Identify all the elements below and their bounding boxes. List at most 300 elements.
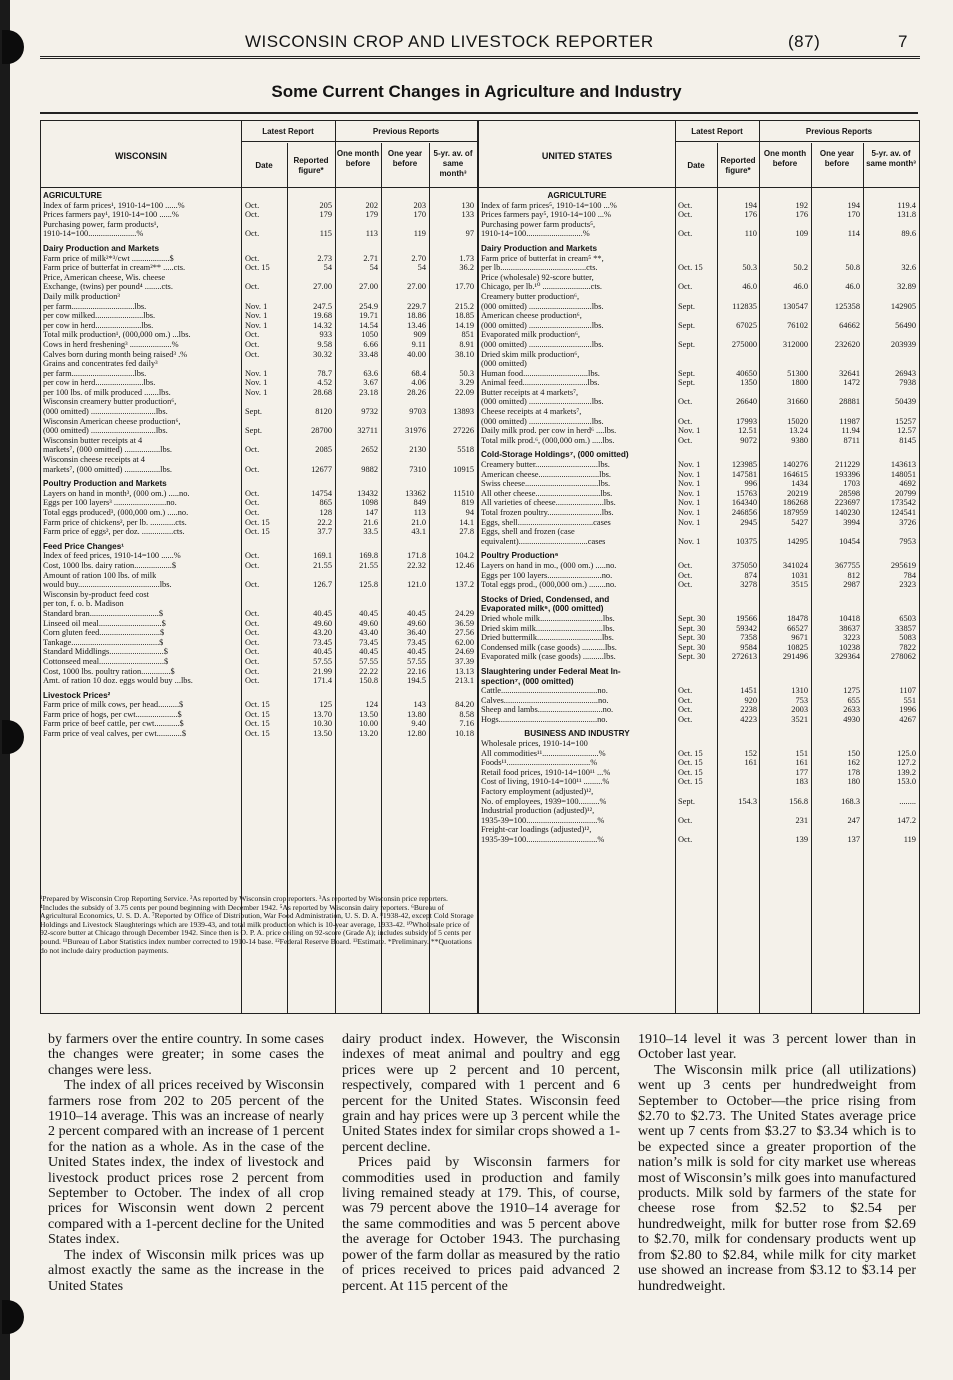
one-year-cell: 64662 — [839, 320, 860, 330]
date-cell: Sept. 30 — [678, 633, 706, 643]
one-month-cell: 19.71 — [359, 311, 378, 321]
table-row — [479, 777, 919, 787]
section-heading — [479, 667, 919, 677]
one-month-cell: 312000 — [782, 339, 808, 349]
table-row — [479, 302, 919, 312]
five-year-cell: 133 — [461, 210, 474, 220]
row-label: Eggs, shell and frozen (case — [481, 527, 575, 537]
one-year-cell: 178 — [847, 767, 860, 777]
row-label: Tankage..........................................$ — [43, 637, 164, 647]
row-label: 1910-14=100.......................% — [43, 229, 144, 239]
table-row — [41, 498, 477, 508]
date-cell: Oct. — [678, 686, 693, 696]
reported-cell: 28700 — [311, 426, 332, 436]
table-row — [479, 254, 919, 264]
section-title: Poultry Production⁶ — [481, 551, 559, 561]
date-cell: Nov. 1 — [678, 488, 701, 498]
table-row — [41, 700, 477, 710]
one-year-cell: 57.55 — [407, 656, 426, 666]
row-label: No. of employees, 1939=100..........% — [481, 796, 607, 806]
five-year-cell: 4692 — [899, 479, 916, 489]
reported-cell: 110 — [744, 229, 757, 239]
one-month-cell: 186268 — [782, 498, 808, 508]
date-cell: Oct. — [245, 464, 260, 474]
date-cell: Oct. — [245, 498, 260, 508]
five-year-cell: 784 — [903, 570, 916, 580]
table-row — [41, 676, 477, 686]
row-label: (000 omitted) ...............................lbs. — [43, 426, 168, 436]
date-cell: Oct. 15 — [678, 767, 703, 777]
table-row — [479, 787, 919, 797]
reported-cell: 933 — [319, 330, 332, 340]
table-row — [479, 614, 919, 624]
reported-heading: Reported figure* — [720, 156, 756, 175]
reported-cell: 13.70 — [313, 709, 332, 719]
table-row — [41, 330, 477, 340]
date-cell: Oct. — [245, 580, 260, 590]
date-cell: Oct. — [245, 349, 260, 359]
reported-cell: 375050 — [731, 560, 757, 570]
row-label: 1935-39=100..................................% — [481, 835, 605, 844]
one-month-cell: 10.00 — [359, 719, 378, 729]
table-row — [41, 340, 477, 350]
binding-edge — [0, 0, 10, 1380]
table-row — [479, 797, 919, 807]
table-row — [41, 292, 477, 302]
one-month-cell: 51300 — [787, 368, 808, 378]
one-year-cell: 7310 — [409, 464, 426, 474]
table-row — [41, 359, 477, 369]
one-year-cell: 2.70 — [411, 253, 426, 263]
one-year-cell: 162 — [847, 758, 860, 768]
section-title: Feed Price Changes¹ — [43, 541, 124, 551]
section-title: Poultry Production and Markets — [43, 479, 167, 489]
table-row — [479, 479, 919, 489]
one-year-cell: 9.11 — [411, 339, 426, 349]
date-cell: Oct. — [245, 488, 260, 498]
five-year-cell: 33857 — [895, 623, 916, 633]
region-heading: UNITED STATES — [541, 151, 613, 161]
five-year-cell: 147.2 — [897, 815, 916, 825]
reported-cell: 10.30 — [313, 719, 332, 729]
date-cell: Nov. 1 — [678, 460, 701, 470]
one-year-cell: 28881 — [839, 397, 860, 407]
table-row — [41, 407, 477, 417]
date-cell: Nov. 1 — [678, 517, 701, 527]
table-row — [479, 498, 919, 508]
reported-cell: 123985 — [731, 460, 757, 470]
reported-cell: 37.7 — [317, 527, 332, 537]
five-year-cell: 10915 — [453, 464, 474, 474]
one-year-cell: 211229 — [835, 460, 860, 470]
one-year-cell: 49.60 — [407, 618, 426, 628]
date-cell: Oct. 15 — [245, 517, 270, 527]
five-year-cell: 130 — [461, 200, 474, 210]
reported-cell: 9072 — [740, 435, 757, 445]
table-row — [479, 220, 919, 230]
one-year-cell: 9703 — [409, 407, 426, 417]
table-row — [479, 643, 919, 653]
one-year-cell: 1275 — [843, 686, 860, 696]
section-title: AGRICULTURE — [547, 191, 607, 200]
date-cell: Oct. — [678, 714, 693, 724]
five-year-cell: 131.8 — [897, 210, 916, 220]
table-row — [479, 537, 919, 547]
one-year-cell: 143 — [413, 700, 426, 710]
row-label: Wisconsin cheese receipts at 4 — [43, 455, 145, 465]
five-year-cell: 18.85 — [455, 311, 474, 321]
five-year-cell: 22.09 — [455, 387, 474, 397]
one-month-cell: 20219 — [787, 488, 808, 498]
one-month-cell: 202 — [365, 200, 378, 210]
reported-cell: 27.00 — [313, 282, 332, 292]
one-month-cell: 9671 — [791, 633, 808, 643]
date-cell: Nov. 1 — [245, 311, 268, 321]
one-year-cell: 909 — [413, 330, 426, 340]
section-heading — [41, 691, 477, 701]
table-row — [479, 571, 919, 581]
row-label: Index of farm prices¹, 1910-14=100 ......% — [43, 200, 185, 210]
one-month-cell: 231 — [795, 815, 808, 825]
table-row — [41, 311, 477, 321]
five-year-cell: 104.2 — [455, 551, 474, 561]
row-label: Farm price of hogs, per cwt....................$ — [43, 709, 182, 719]
five-year-cell: 148051 — [890, 469, 916, 479]
punch-hole — [2, 720, 24, 754]
one-year-cell: 11987 — [839, 416, 860, 426]
section-title: Evaporated milk⁶, (000 omitted) — [481, 604, 604, 614]
previous-reports-heading: Previous Reports — [759, 127, 919, 142]
row-label: Index of farm prices⁵, 1910-14=100 ...% — [481, 200, 617, 210]
five-year-cell: 27.56 — [455, 628, 474, 638]
row-label: per ton, f. o. b. Madison — [43, 599, 124, 609]
row-label: Butter receipts at 4 markets⁷, — [481, 387, 579, 397]
paragraph: 1910–14 level it was 3 percent lower than in October last year. — [638, 1032, 916, 1063]
one-month-cell: 14295 — [787, 536, 808, 546]
five-year-cell: 1.73 — [459, 253, 474, 263]
previous-reports-heading: Previous Reports — [335, 127, 477, 142]
row-label: Farm price of veal calves, per cwt............$ — [43, 729, 187, 739]
row-label: per lb.........................................cts. — [481, 263, 598, 273]
one-month-cell: 50.2 — [793, 263, 808, 273]
one-year-cell: 40.45 — [407, 608, 426, 618]
one-year-cell: 140230 — [834, 508, 860, 517]
row-label: Cottonseed meal...............................$ — [43, 656, 169, 666]
reported-cell: 19566 — [736, 613, 757, 623]
reported-cell: 246856 — [731, 508, 757, 517]
table-row — [479, 273, 919, 283]
row-label: Dried skim milk production⁶, — [481, 349, 580, 359]
one-year-cell: 168.3 — [841, 796, 860, 806]
row-label: Sheep and lambs...............................no. — [481, 705, 614, 715]
reported-cell: 1350 — [740, 378, 757, 388]
publication-title: WISCONSIN CROP AND LIVESTOCK REPORTER — [245, 32, 654, 51]
reported-cell: 73.45 — [313, 637, 332, 647]
table-row — [479, 489, 919, 499]
table-row — [41, 647, 477, 657]
row-label: (000 omitted) ..............................lbs. — [481, 416, 604, 426]
section-heading — [479, 244, 919, 254]
table-row — [41, 445, 477, 455]
date-cell: Oct. — [245, 656, 260, 666]
table-row — [41, 508, 477, 518]
one-month-cell: 5427 — [791, 517, 808, 527]
one-year-cell: 137 — [847, 835, 860, 844]
reported-cell: 67025 — [736, 320, 757, 330]
section-title: Dairy Production and Markets — [481, 243, 598, 253]
row-label: Purchasing power farm products⁵, — [481, 219, 596, 229]
date-cell: Oct. — [245, 560, 260, 570]
date-cell: Sept. 30 — [678, 652, 706, 662]
row-label: Wisconsin creamery butter production⁶, — [43, 397, 177, 407]
paragraph: The Wisconsin milk price (all utilizations) went up 3 cents per hundredweight from September to October—the price rising from $2.70 to $2.73. The United States average price went up 7 cents from $3.27 to $3.34 which is to be expected since a greater proportion of the nation’s milk is sold for city market use whereas most of Wisconsin’s milk goes into manufactured products. Milk sold by farmers of the state for cheese rose from $2.52 to $2.54 per hundredweight, milk for butter rose from $2.69 to $2.70, milk for condensary products went up from $2.80 to $2.84, while milk for city market use showed an increase from $3.12 to $3.14 per hundredweight. — [638, 1062, 916, 1294]
row-label: Evaporated milk production⁶, — [481, 330, 580, 340]
one-year-cell: 22.32 — [407, 560, 426, 570]
five-year-cell: 143613 — [890, 460, 916, 470]
five-year-cell: 13.13 — [455, 666, 474, 676]
table-row — [479, 652, 919, 662]
table-row — [479, 816, 919, 826]
row-label: Dried whole milk..............................lbs. — [481, 613, 615, 623]
five-year-heading: 5-yr. av. of same month³ — [433, 149, 473, 178]
table-row — [41, 263, 477, 273]
row-label: Chicago, per lb.¹⁰ .......................cts. — [481, 282, 603, 292]
section-title: Slaughtering under Federal Meat In- — [481, 666, 621, 676]
row-label: Farm price of milk cows, per head..........$ — [43, 700, 184, 710]
one-year-cell: 150 — [847, 748, 860, 758]
one-year-cell: 10418 — [839, 613, 860, 623]
date-cell: Oct. — [245, 200, 260, 210]
reported-cell: 26640 — [736, 397, 757, 407]
one-month-cell: 341024 — [782, 560, 808, 570]
five-year-cell: 27226 — [453, 426, 474, 436]
one-month-cell: 125.8 — [359, 580, 378, 590]
five-year-cell: 36.2 — [459, 263, 474, 273]
one-year-cell: 113 — [413, 508, 426, 517]
date-cell: Sept. 30 — [678, 642, 706, 652]
one-year-cell: 4930 — [843, 714, 860, 724]
reported-cell: 275000 — [731, 339, 757, 349]
one-month-cell: 1031 — [791, 570, 808, 580]
date-cell: Oct. — [245, 339, 260, 349]
reported-cell: 50.3 — [742, 263, 757, 273]
reported-cell: 4223 — [740, 714, 757, 724]
table-row — [479, 263, 919, 273]
reported-cell: 125 — [319, 700, 332, 710]
table-row — [479, 527, 919, 537]
date-cell: Oct. 15 — [678, 758, 703, 768]
reported-cell: 4.52 — [317, 378, 332, 388]
table-row — [41, 518, 477, 528]
one-month-cell: 1310 — [791, 686, 808, 696]
row-label: Farm price of milk²*³/cwt ..................$ — [43, 253, 174, 263]
table-row — [479, 508, 919, 518]
row-label: Eggs per 100 layers³ .........................no. — [43, 498, 177, 508]
section-heading — [41, 542, 477, 552]
table-row — [479, 580, 919, 590]
latest-report-heading: Latest Report — [241, 127, 335, 142]
row-label: Amount of ration 100 lbs. of milk — [43, 570, 157, 580]
five-year-cell: 851 — [461, 330, 474, 340]
table-row — [41, 417, 477, 427]
one-year-cell: 73.45 — [407, 637, 426, 647]
row-label: Human food...............................lbs. — [481, 368, 600, 378]
table-row — [41, 321, 477, 331]
table-row — [479, 350, 919, 360]
five-year-cell: 24.29 — [455, 608, 474, 618]
row-label: Prices farmers pay⁵, 1910-14=100 ...% — [481, 210, 611, 220]
one-month-cell: 176 — [795, 210, 808, 220]
section-heading — [479, 604, 919, 614]
one-month-cell: 151 — [795, 748, 808, 758]
section-heading — [479, 450, 919, 460]
row-label: Purchasing power, farm products¹, — [43, 219, 159, 229]
five-year-cell: 84.20 — [455, 700, 474, 710]
table-row — [479, 378, 919, 388]
table-row — [479, 624, 919, 634]
reported-cell: 865 — [319, 498, 332, 508]
table-row — [479, 201, 919, 211]
one-year-cell: 170 — [413, 210, 426, 220]
date-cell: Sept. — [678, 378, 695, 388]
reported-cell: 28.68 — [313, 387, 332, 397]
one-month-cell: 179 — [365, 210, 378, 220]
one-month-cell: 192 — [795, 200, 808, 210]
table-row — [41, 201, 477, 211]
five-year-cell: 278062 — [890, 652, 916, 662]
one-month-cell: 130547 — [782, 301, 808, 311]
five-year-cell: 20799 — [895, 488, 916, 498]
five-year-cell: 125.0 — [897, 748, 916, 758]
one-year-cell: 3994 — [843, 517, 860, 527]
one-year-cell: 13.46 — [407, 320, 426, 330]
five-year-cell: 819 — [461, 498, 474, 508]
reported-cell: 112835 — [732, 301, 757, 311]
five-year-cell: 5518 — [457, 445, 474, 455]
five-year-cell: 36.59 — [455, 618, 474, 628]
reported-cell: 205 — [319, 200, 332, 210]
one-month-cell: 15020 — [787, 416, 808, 426]
one-month-cell: 2652 — [361, 445, 378, 455]
reported-cell: 920 — [744, 695, 757, 705]
date-cell: Oct. — [245, 445, 260, 455]
table-row — [479, 388, 919, 398]
one-month-cell: 14.54 — [359, 320, 378, 330]
row-label: Amt. of ration 10 doz. eggs would buy ...lbs. — [43, 676, 193, 686]
five-year-cell: 153.0 — [897, 777, 916, 787]
section-heading — [479, 729, 919, 739]
five-year-cell: 173542 — [890, 498, 916, 508]
row-label: All commodities¹¹...........................% — [481, 748, 606, 758]
five-year-cell: 56490 — [895, 320, 916, 330]
section-heading — [41, 191, 477, 201]
one-year-cell: 329364 — [834, 652, 860, 662]
one-year-cell: 194 — [847, 200, 860, 210]
one-year-cell: 10454 — [839, 536, 860, 546]
date-cell: Oct. — [245, 508, 260, 517]
table-row — [479, 229, 919, 239]
table-row — [41, 220, 477, 230]
date-cell: Sept. — [245, 407, 262, 417]
table-row — [479, 426, 919, 436]
table-row — [479, 436, 919, 446]
reported-cell: 1451 — [740, 686, 757, 696]
five-year-cell: 7.16 — [459, 719, 474, 729]
date-cell: Oct. — [245, 618, 260, 628]
five-year-cell: 8.91 — [459, 339, 474, 349]
five-year-cell: 38.10 — [455, 349, 474, 359]
table-row — [41, 436, 477, 446]
table-row — [41, 580, 477, 590]
row-label: Standard bran.................................$ — [43, 608, 164, 618]
page-number: 7 — [898, 32, 908, 51]
row-label: Condensed milk (case goods) ...........lbs. — [481, 642, 617, 652]
date-cell: Oct. — [678, 835, 693, 844]
one-month-cell: 2.71 — [363, 253, 378, 263]
date-cell: Nov. 1 — [678, 469, 701, 479]
section-heading — [479, 551, 919, 561]
row-label: per farm..............................lbs. — [43, 301, 147, 311]
table-row — [41, 527, 477, 537]
row-label: Retail food prices, 1910-14=100¹¹ ...% — [481, 767, 611, 777]
one-month-cell: 187959 — [782, 508, 808, 517]
issue-number: (87) — [788, 32, 821, 51]
table-row — [479, 210, 919, 220]
section-title: Cold-Storage Holdings⁷, (000 omitted) — [481, 450, 629, 460]
table-row — [479, 417, 919, 427]
one-year-cell: 40.00 — [407, 349, 426, 359]
one-year-cell: 68.4 — [411, 368, 426, 378]
row-label: 1910-14=100...........................% — [481, 229, 590, 239]
reported-cell: 247.5 — [313, 301, 332, 311]
table-row — [41, 551, 477, 561]
one-year-cell: 11.94 — [841, 426, 860, 436]
one-month-cell: 13.24 — [789, 426, 808, 436]
row-label: Corn gluten feed.............................$ — [43, 628, 165, 638]
one-month-cell: 6.66 — [363, 339, 378, 349]
five-year-cell: 5083 — [899, 633, 916, 643]
table-row — [479, 758, 919, 768]
five-year-cell: 27.8 — [459, 527, 474, 537]
row-label: Animal feed...............................lbs. — [481, 378, 600, 388]
date-cell: Oct. — [678, 282, 693, 292]
one-year-cell: 38637 — [839, 623, 860, 633]
one-month-cell: 21.6 — [363, 517, 378, 527]
reported-cell: 9.58 — [317, 339, 332, 349]
one-month-cell: 156.8 — [789, 796, 808, 806]
row-label: (000 omitted) ..............................lbs. — [481, 339, 604, 349]
reported-cell: 2238 — [740, 705, 757, 715]
table-row — [41, 388, 477, 398]
one-month-cell: 13.50 — [359, 709, 378, 719]
one-year-cell: 180 — [847, 777, 860, 787]
one-month-cell: 753 — [795, 695, 808, 705]
date-cell: Sept. — [678, 320, 695, 330]
date-cell: Sept. 30 — [678, 613, 706, 623]
table-row — [41, 426, 477, 436]
row-label: Farm price of chickens², per lb. ............cts. — [43, 517, 187, 527]
one-month-cell: 13432 — [357, 488, 378, 498]
one-month-cell: 18478 — [787, 613, 808, 623]
one-year-cell: 171.8 — [407, 551, 426, 561]
table-row — [479, 749, 919, 759]
reported-cell: 40.45 — [313, 647, 332, 657]
five-year-cell: 50439 — [895, 397, 916, 407]
table-row — [41, 571, 477, 581]
date-cell: Oct. — [245, 647, 260, 657]
table-row — [41, 609, 477, 619]
row-label: per 100 lbs. of milk produced .......lbs. — [43, 387, 171, 397]
